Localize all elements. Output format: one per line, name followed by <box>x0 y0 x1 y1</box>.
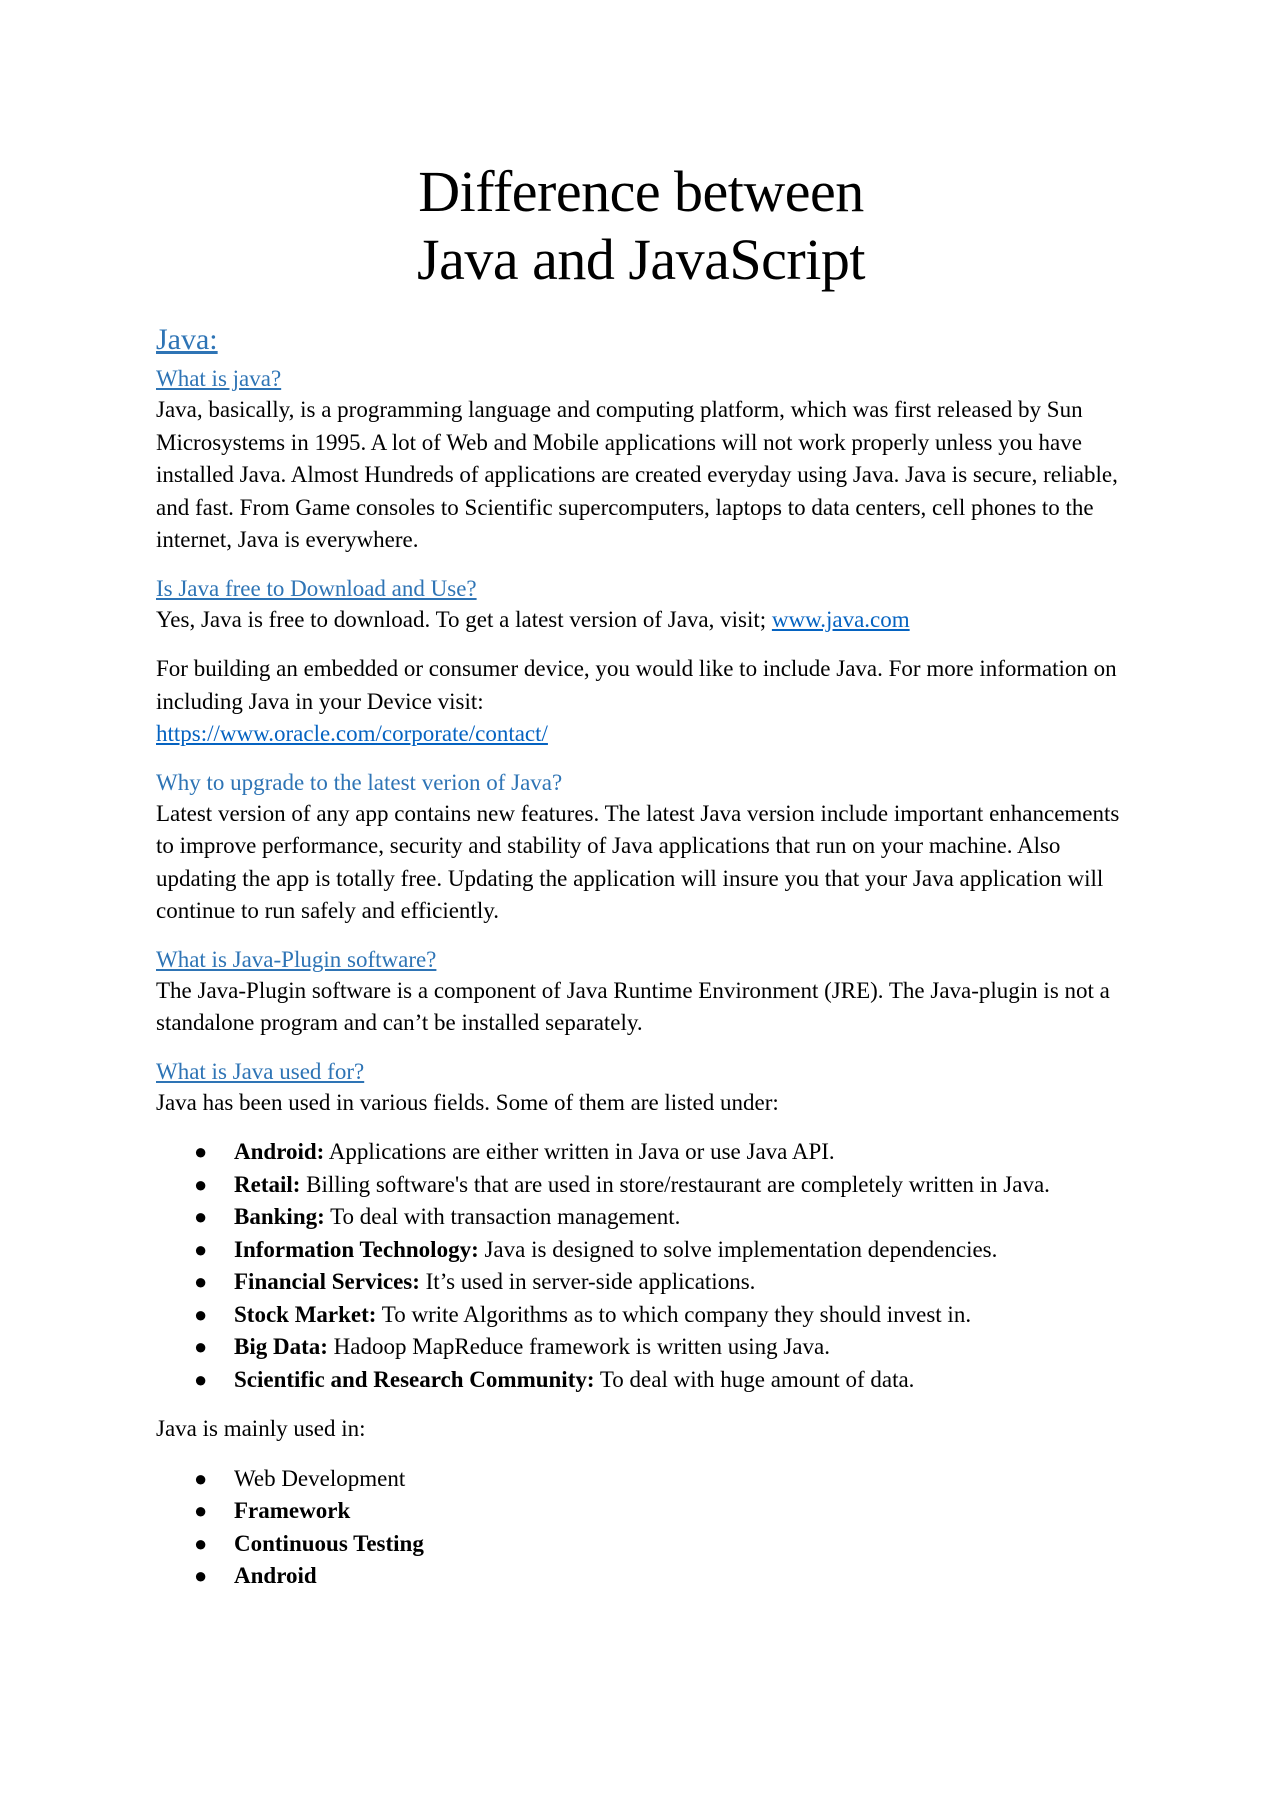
bullet-icon: ● <box>194 1236 208 1262</box>
list-item-term: Financial Services: <box>234 1269 420 1294</box>
bullet-icon: ● <box>194 1530 208 1556</box>
list-item-desc: It’s used in server-side applications. <box>419 1269 756 1294</box>
list-item-desc: To write Algorithms as to which company they should invest in. <box>376 1301 972 1327</box>
list-item <box>156 1560 1126 1593</box>
list-item <box>156 1331 1126 1364</box>
list-item <box>156 1136 1126 1169</box>
paragraph-java-plugin: The Java-Plugin software is a component of Java Runtime Environment (JRE). The Java-plugin is not a standalone program and can’t be installed separately. <box>156 977 1110 1035</box>
paragraph-java-used-for-intro: Java has been used in various fields. Some of them are listed under: <box>156 1089 779 1115</box>
list-item-desc: Java is designed to solve implementation dependencies. <box>478 1236 998 1262</box>
heading-what-is-java: What is java? <box>156 366 282 391</box>
title-line-1: Difference between <box>418 159 864 224</box>
list-item <box>156 1169 1126 1202</box>
mainly-used-list <box>156 1463 1126 1593</box>
heading-java-free: Is Java free to Download and Use? <box>156 575 477 601</box>
bullet-icon: ● <box>194 1301 208 1327</box>
paragraph-why-upgrade: Latest version of any app contains new features. The latest Java version include important enhancements to improve performance, security and stability of Java applications that run on your machine. Also updating the app is totally free. Updating the application will insure you that your Java application will continue to run safely and efficiently. <box>156 800 1120 923</box>
list-item-text: Framework <box>234 1498 351 1523</box>
list-item-term: Banking: <box>234 1204 325 1229</box>
java-free-text: Yes, Java is free to download. To get a latest version of Java, visit; <box>156 606 772 632</box>
list-item-desc: To deal with huge amount of data. <box>594 1366 915 1392</box>
bullet-icon: ● <box>194 1204 208 1229</box>
java-com-link[interactable]: www.java.com <box>771 606 910 632</box>
list-item <box>156 1528 1126 1561</box>
list-item <box>156 1299 1126 1332</box>
bullet-icon: ● <box>194 1139 208 1164</box>
list-item-term: Stock Market: <box>234 1301 377 1327</box>
list-item-term: Big Data: <box>234 1334 328 1359</box>
list-item-term: Information Technology: <box>234 1236 479 1262</box>
paragraph-what-is-java: Java, basically, is a programming language and computing platform, which was first released by Sun Microsystems in 1995. A lot of Web and Mobile applications will not work properly unless you have installed Java. Almost Hundreds of applications are created everyday using Java. Java is secure, reliable, and fast. From Game consoles to Scientific supercomputers, laptops to data centers, cell phones to the internet, Java is everywhere. <box>156 397 1118 552</box>
list-item-text: Web Development <box>234 1465 406 1491</box>
list-item-text: Android <box>234 1563 317 1588</box>
list-item-term: Android: <box>234 1139 325 1164</box>
list-item <box>156 1495 1126 1528</box>
list-item-desc: Applications are either written in Java or use Java API. <box>324 1139 835 1164</box>
heading-java-used-for: What is Java used for? <box>156 1058 365 1084</box>
embedded-device-text: For building an embedded or consumer device, you would like to include Java. For more information on including Java in your Device visit: <box>156 656 1117 714</box>
bullet-icon: ● <box>194 1465 208 1491</box>
list-item-desc: Hadoop MapReduce framework is written using Java. <box>327 1334 830 1359</box>
list-item-text: Continuous Testing <box>234 1530 424 1556</box>
page-title <box>156 158 1126 294</box>
heading-why-upgrade: Why to upgrade to the latest verion of Java? <box>156 769 563 795</box>
fields-list <box>156 1136 1126 1396</box>
bullet-icon: ● <box>194 1171 208 1197</box>
document-page <box>156 158 1126 1593</box>
list-item <box>156 1364 1126 1397</box>
list-item <box>156 1463 1126 1496</box>
list-item <box>156 1234 1126 1267</box>
paragraph-java-free <box>156 604 1126 637</box>
bullet-icon: ● <box>194 1498 208 1523</box>
oracle-contact-link[interactable]: https://www.oracle.com/corporate/contact/ <box>156 721 548 746</box>
list-item-desc: Billing software's that are used in store/restaurant are completely written in Java. <box>300 1171 1050 1197</box>
list-item <box>156 1201 1126 1234</box>
title-line-2: Java and JavaScript <box>417 227 865 292</box>
bullet-icon: ● <box>194 1366 208 1392</box>
list-item <box>156 1266 1126 1299</box>
list-item-term: Scientific and Research Community: <box>234 1366 595 1392</box>
bullet-icon: ● <box>194 1563 208 1588</box>
bullet-icon: ● <box>194 1269 208 1294</box>
section-heading-java: Java: <box>156 323 218 356</box>
paragraph-embedded-device <box>156 653 1126 751</box>
paragraph-mainly-used-in: Java is mainly used in: <box>156 1416 366 1441</box>
list-item-desc: To deal with transaction management. <box>324 1204 681 1229</box>
list-item-term: Retail: <box>234 1171 301 1197</box>
bullet-icon: ● <box>194 1334 208 1359</box>
heading-java-plugin: What is Java-Plugin software? <box>156 946 437 972</box>
